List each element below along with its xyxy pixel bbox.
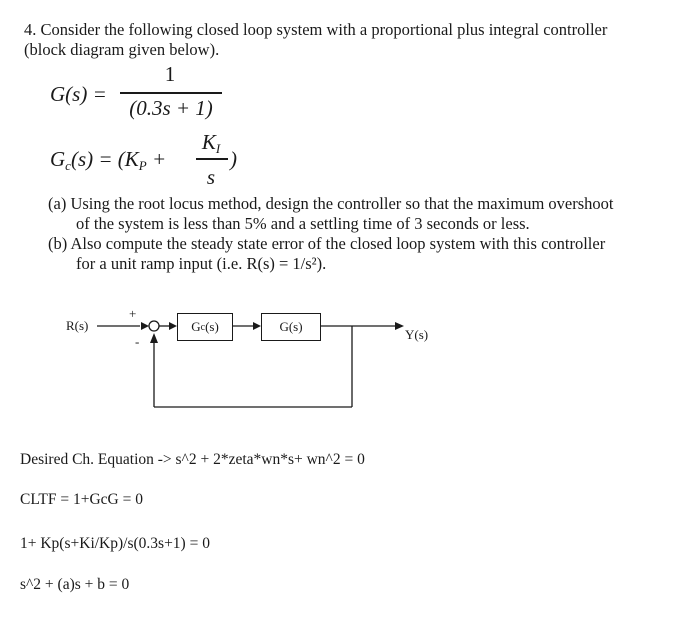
part-b-line2: for a unit ramp input (i.e. R(s) = 1/s²).: [76, 254, 327, 273]
quadratic-equation: s^2 + (a)s + b = 0: [20, 576, 130, 593]
input-label: R(s): [66, 318, 89, 333]
problem-intro-line1: 4. Consider the following closed loop system with a proportional plus integral controller: [24, 20, 608, 39]
part-a-line1: (a) Using the root locus method, design the controller so that the maximum overshoot: [48, 194, 614, 213]
controller-ki-numerator: $K_I$: [201, 130, 221, 156]
summing-plus-sign: +: [129, 306, 137, 321]
plant-tf-denominator: (0.3s + 1): [129, 96, 213, 120]
controller-tf-close-paren: ): [230, 147, 237, 171]
output-label: Y(s): [405, 327, 429, 342]
plant-block: G(s): [261, 313, 321, 341]
desired-characteristic-equation: Desired Ch. Equation -> s^2 + 2*zeta*wn*s+ wn^2 = 0: [20, 451, 365, 468]
summing-minus-sign: -: [135, 334, 140, 349]
plant-tf-lhs: G(s) =: [50, 82, 107, 106]
part-a-line2: of the system is less than 5% and a settling time of 3 seconds or less.: [76, 214, 530, 233]
expanded-equation: 1+ Kp(s+Ki/Kp)/s(0.3s+1) = 0: [20, 535, 210, 552]
controller-tf-lhs: $G_c(s) = (K_P$ +: [50, 147, 167, 173]
plant-tf-numerator: 1: [164, 62, 176, 86]
controller-block: G c (s): [177, 313, 233, 341]
cltf-equation: CLTF = 1+GcG = 0: [20, 491, 143, 508]
problem-intro-line2: (block diagram given below).: [24, 40, 220, 59]
part-b-line1: (b) Also compute the steady state error of the closed loop system with this controller: [48, 234, 606, 253]
controller-ki-denominator: s: [206, 165, 216, 189]
